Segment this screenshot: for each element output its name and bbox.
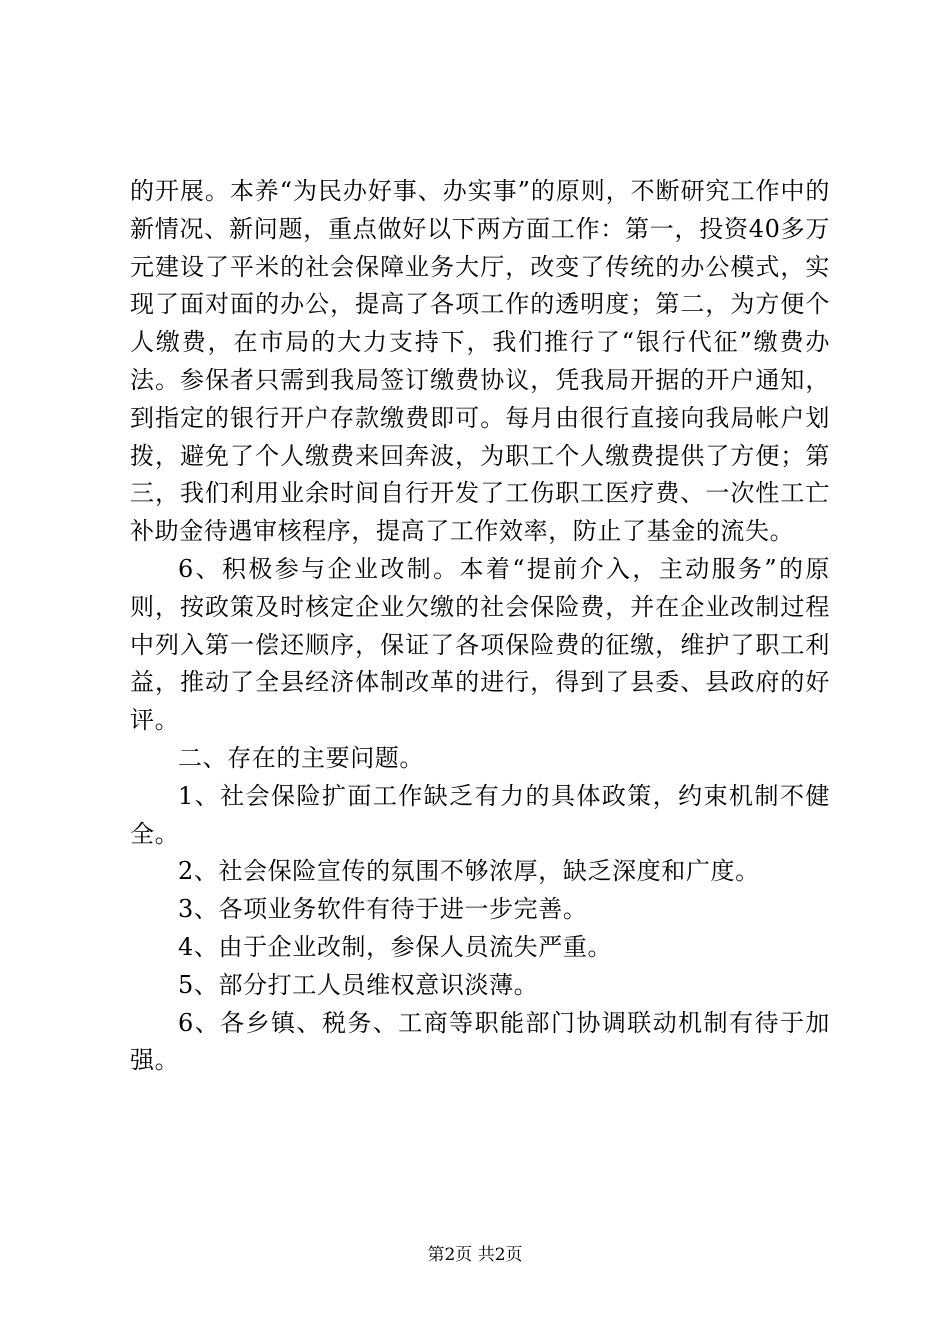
page-footer: 第2页 共2页 bbox=[427, 1245, 523, 1265]
document-body bbox=[130, 173, 830, 1080]
problem-item-5: 5、部分打工人员维权意识淡薄。 bbox=[178, 970, 539, 999]
section-heading-problems: 二、存在的主要问题。 bbox=[178, 743, 424, 772]
problem-item-2: 2、社会保险宣传的氛围不够浓厚，缺乏深度和广度。 bbox=[178, 857, 760, 886]
paragraph-continuation: 的开展。本养“为民办好事、办实事”的原则，不断研究工作中的新情况、新问题，重点做好以下两方面工作：第一，投资40多万元建设了平米的社会保障业务大厅，改变了传统的办公模式，实现了面对面的办公，提高了各项工作的透明度；第二，为方便个人缴费，在市局的大力支持下，我们推行了“银行代征”缴费办法。参保者只需到我局签订缴费协议，凭我局开据的开户通知，到指定的银行开户存款缴费即可。每月由很行直接向我局帐户划拨，避免了个人缴费来回奔波，为职工个人缴费提供了方便；第三，我们利用业余时间自行开发了工伤职工医疗费、一次性工亡补助金待遇审核程序，提高了工作效率，防止了基金的流失。 bbox=[130, 177, 830, 546]
problem-item-3: 3、各项业务软件有待于进一步完善。 bbox=[178, 895, 588, 924]
problem-item-4: 4、由于企业改制，参保人员流失严重。 bbox=[178, 932, 613, 961]
problem-item-1: 1、社会保险扩面工作缺乏有力的具体政策，约束机制不健全。 bbox=[130, 781, 830, 848]
paragraph-item-6-reform: 6、积极参与企业改制。本着“提前介入，主动服务”的原则，按政策及时核定企业欠缴的社会保险费，并在企业改制过程中列入第一偿还顺序，保证了各项保险费的征缴，维护了职工利益，推动了全县经济体制改革的进行，得到了县委、县政府的好评。 bbox=[130, 554, 830, 735]
problem-item-6: 6、各乡镇、税务、工商等职能部门协调联动机制有待于加强。 bbox=[130, 1008, 830, 1075]
